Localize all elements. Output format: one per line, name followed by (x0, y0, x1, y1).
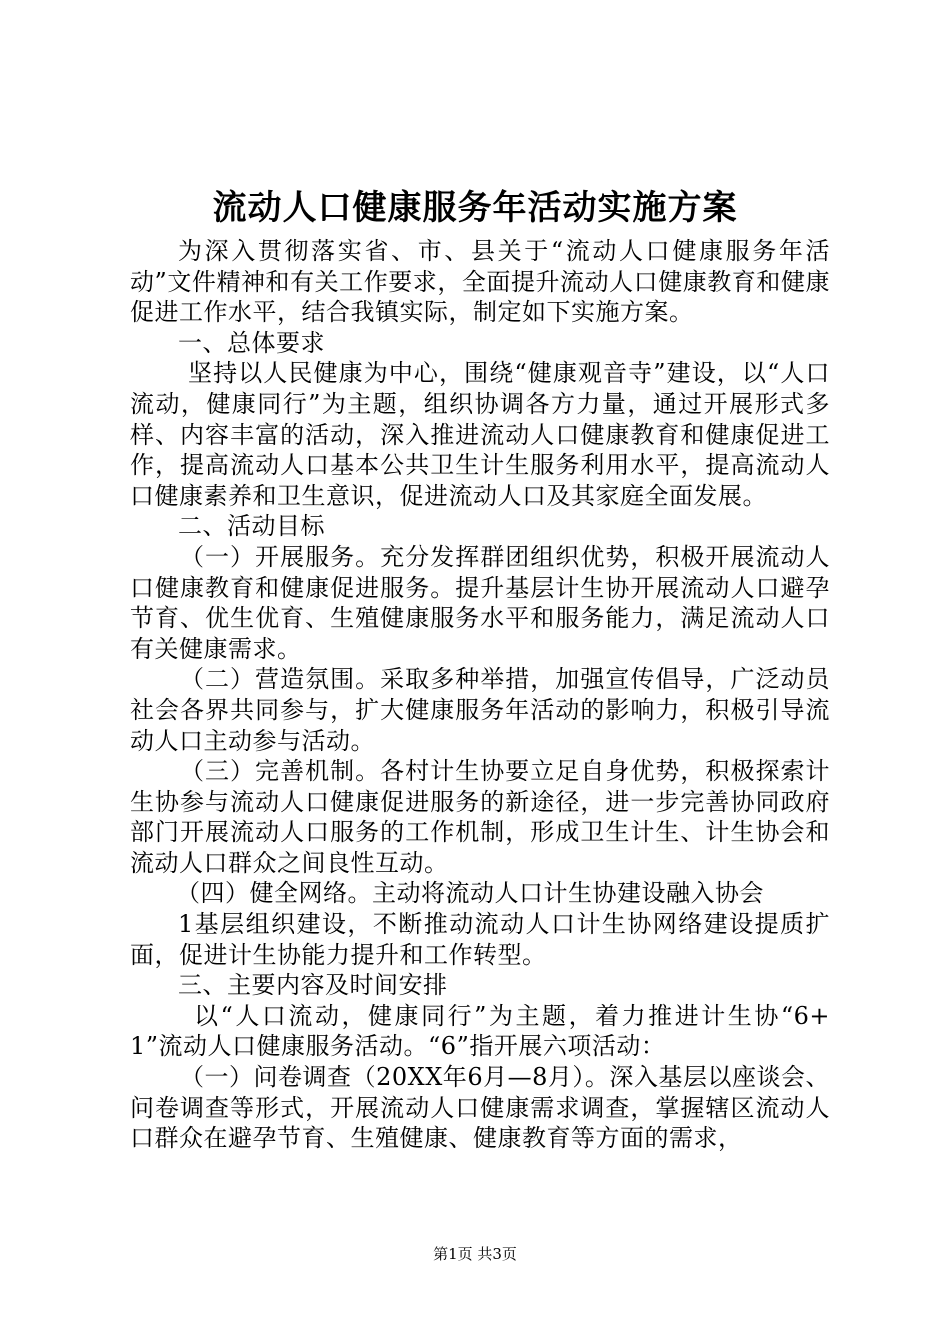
goal-item-2: （二）营造氛围。采取多种举措，加强宣传倡导，广泛动员社会各界共同参与，扩大健康服务年活动的影响力，积极引导流动人口主动参与活动。 (130, 665, 830, 755)
section-heading-content-schedule: 三、主要内容及时间安排 (178, 971, 448, 1000)
document-body (130, 236, 830, 1154)
page-footer: 第1页 共3页 (433, 1245, 517, 1263)
general-requirements-paragraph: 坚持以人民健康为中心，围绕“健康观音寺”建设，以“人口流动，健康同行”为主题，组织协调各方力量，通过开展形式多样、内容丰富的活动，深入推进流动人口健康教育和健康促进工作，提高流动人口基本公共卫生计生服务利用水平，提高流动人口健康素养和卫生意识，促进流动人口及其家庭全面发展。 (130, 359, 830, 510)
goal-item-4: （四）健全网络。主动将流动人口计生协建设融入协会 (176, 879, 764, 908)
schedule-item-1: （一）问卷调查（20XX年6月—8月）。深入基层以座谈会、问卷调查等形式，开展流动人口健康需求调查，掌握辖区流动人口群众在避孕节育、生殖健康、健康教育等方面的需求， (130, 1063, 830, 1153)
section-heading-activity-goals: 二、活动目标 (178, 512, 325, 541)
goal-item-1: （一）开展服务。充分发挥群团组织优势，积极开展流动人口健康教育和健康促进服务。提升基层计生协开展流动人口避孕节育、优生优育、生殖健康服务水平和服务能力，满足流动人口有关健康需求。 (130, 542, 830, 663)
goal-item-3: （三）完善机制。各村计生协要立足自身优势，积极探索计生协参与流动人口健康促进服务的新途径，进一步完善协同政府部门开展流动人口服务的工作机制，形成卫生计生、计生协会和流动人口群众之间良性互动。 (130, 757, 830, 877)
intro-paragraph: 为深入贯彻落实省、市、县关于“流动人口健康服务年活动”文件精神和有关工作要求，全面提升流动人口健康教育和健康促进工作水平，结合我镇实际，制定如下实施方案。 (130, 237, 830, 327)
section-heading-general-requirements: 一、总体要求 (178, 328, 325, 357)
document-title: 流动人口健康服务年活动实施方案 (212, 188, 738, 228)
goal-item-4-continued: 1基层组织建设，不断推动流动人口计生协网络建设提质扩面，促进计生协能力提升和工作转型。 (130, 910, 830, 969)
content-schedule-paragraph: 以“人口流动，健康同行”为主题，着力推进计生协“6+1”流动人口健康服务活动。“6”指开展六项活动： (130, 1001, 830, 1061)
